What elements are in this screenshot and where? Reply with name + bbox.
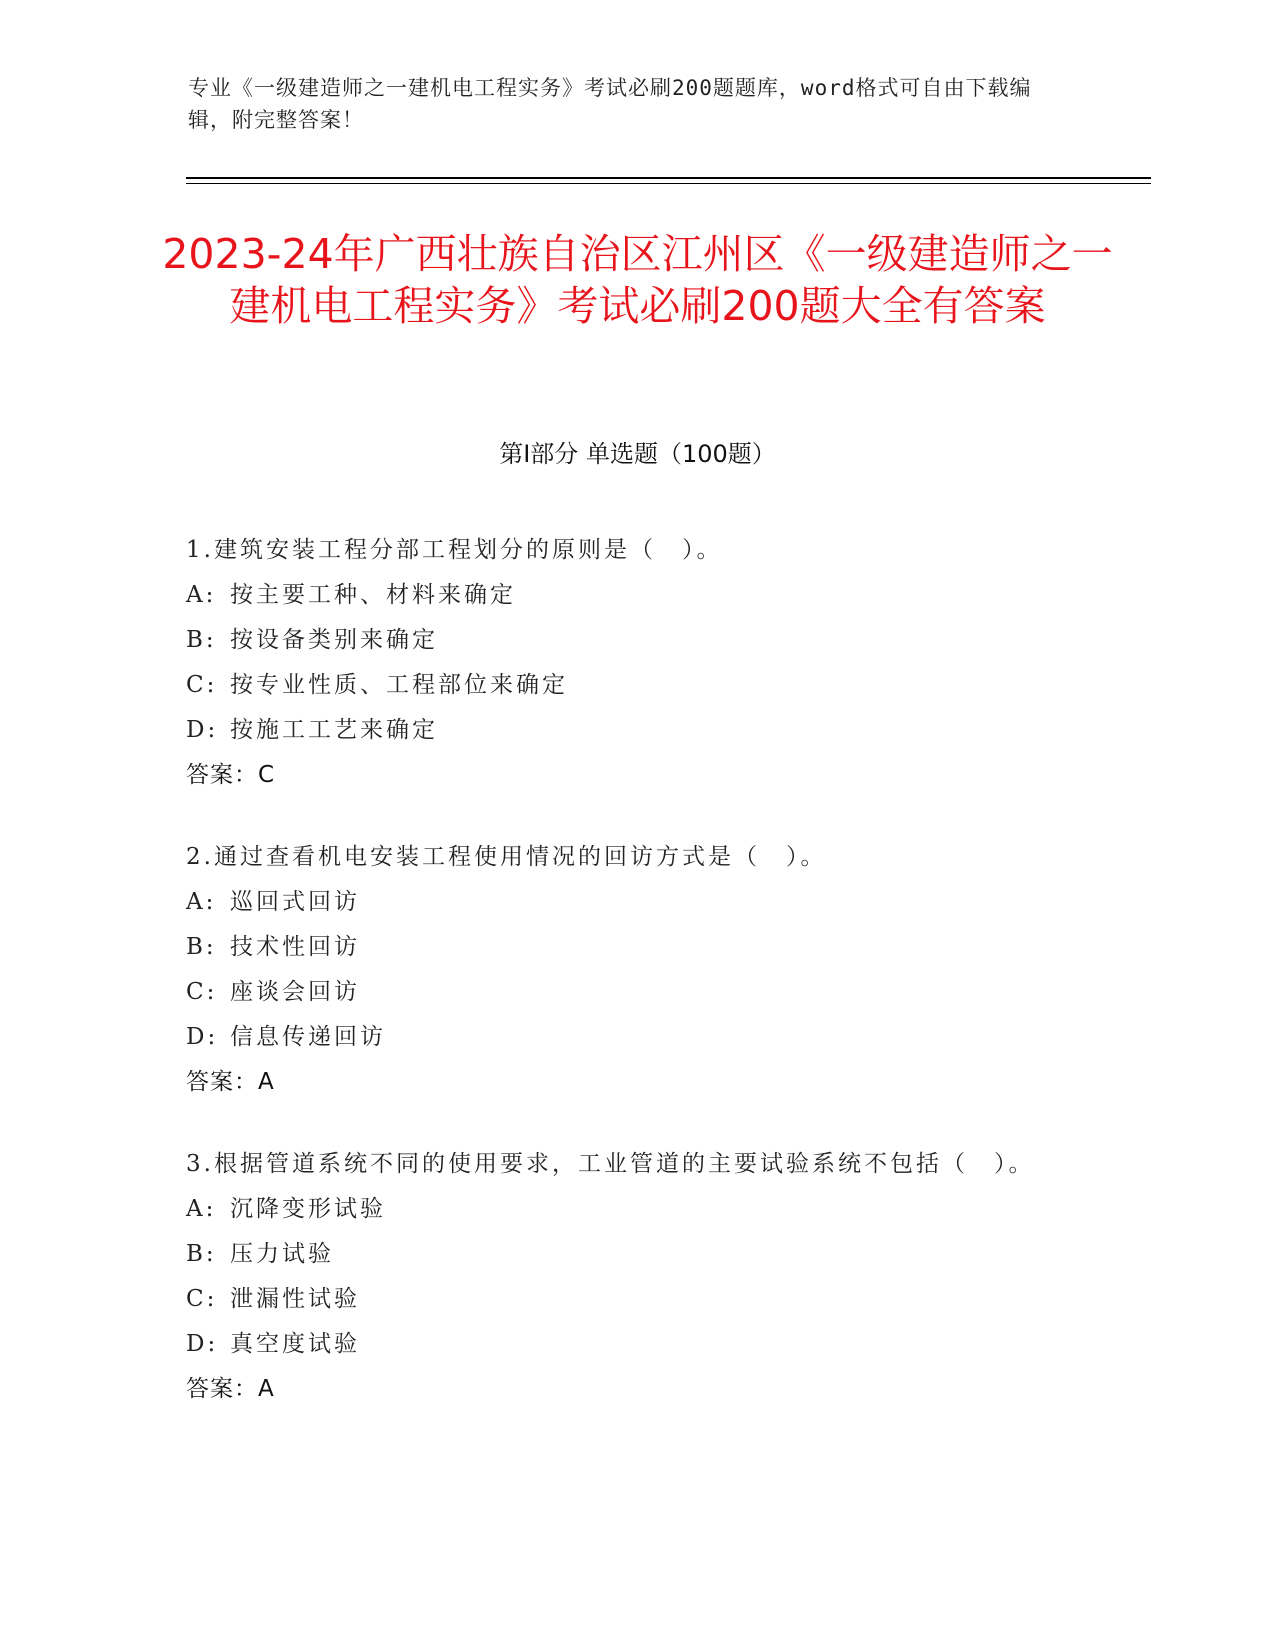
option-key: B: xyxy=(186,627,217,653)
question-option-b xyxy=(186,925,1066,970)
document-title: 2023-24年广西壮族自治区江州区《一级建造师之一建机电工程实务》考试必刷200题大全有答案 xyxy=(162,230,1113,330)
option-key: B: xyxy=(186,934,217,960)
question-item xyxy=(186,528,1066,798)
option-text: 按设备类别来确定 xyxy=(230,627,438,653)
question-option-a xyxy=(186,1187,1066,1232)
option-key: B: xyxy=(186,1241,217,1267)
option-text: 信息传递回访 xyxy=(230,1024,386,1050)
option-key: C: xyxy=(186,1286,218,1312)
option-key: A: xyxy=(186,889,217,915)
option-text: 座谈会回访 xyxy=(230,979,360,1005)
section-title: 第Ⅰ部分 单选题（100题） xyxy=(499,440,776,468)
header-divider-thin xyxy=(186,183,1151,184)
question-item xyxy=(186,1142,1066,1412)
option-text: 压力试验 xyxy=(230,1241,334,1267)
question-stem: 2.通过查看机电安装工程使用情况的回访方式是（ ）。 xyxy=(186,844,827,870)
option-key: D: xyxy=(186,1024,219,1050)
header-divider-thick xyxy=(186,177,1151,179)
option-text: 泄漏性试验 xyxy=(230,1286,360,1312)
option-text: 技术性回访 xyxy=(230,934,360,960)
question-option-c xyxy=(186,663,1066,708)
question-answer: 答案：A xyxy=(186,1069,275,1095)
option-text: 沉降变形试验 xyxy=(230,1196,386,1222)
option-key: D: xyxy=(186,717,219,743)
option-key: C: xyxy=(186,979,218,1005)
question-option-a xyxy=(186,880,1066,925)
question-option-d xyxy=(186,708,1066,753)
question-option-d xyxy=(186,1322,1066,1367)
question-option-b xyxy=(186,1232,1066,1277)
option-key: D: xyxy=(186,1331,219,1357)
option-text: 按专业性质、工程部位来确定 xyxy=(230,672,568,698)
option-key: C: xyxy=(186,672,218,698)
option-text: 按主要工种、材料来确定 xyxy=(230,582,516,608)
question-option-c xyxy=(186,970,1066,1015)
question-option-d xyxy=(186,1015,1066,1060)
option-text: 按施工工艺来确定 xyxy=(230,717,438,743)
question-answer: 答案：C xyxy=(186,762,276,788)
question-list xyxy=(186,528,1066,1449)
option-text: 巡回式回访 xyxy=(230,889,360,915)
question-option-a xyxy=(186,573,1066,618)
question-answer: 答案：A xyxy=(186,1376,275,1402)
question-stem: 1.建筑安装工程分部工程划分的原则是（ ）。 xyxy=(186,537,723,563)
question-item xyxy=(186,835,1066,1105)
option-key: A: xyxy=(186,582,217,608)
header-note: 专业《一级建造师之一建机电工程实务》考试必刷200题题库，word格式可自由下载编辑，附完整答案！ xyxy=(188,76,1032,132)
question-option-b xyxy=(186,618,1066,663)
question-stem: 3.根据管道系统不同的使用要求，工业管道的主要试验系统不包括（ ）。 xyxy=(186,1151,1035,1177)
option-text: 真空度试验 xyxy=(230,1331,360,1357)
option-key: A: xyxy=(186,1196,217,1222)
question-option-c xyxy=(186,1277,1066,1322)
